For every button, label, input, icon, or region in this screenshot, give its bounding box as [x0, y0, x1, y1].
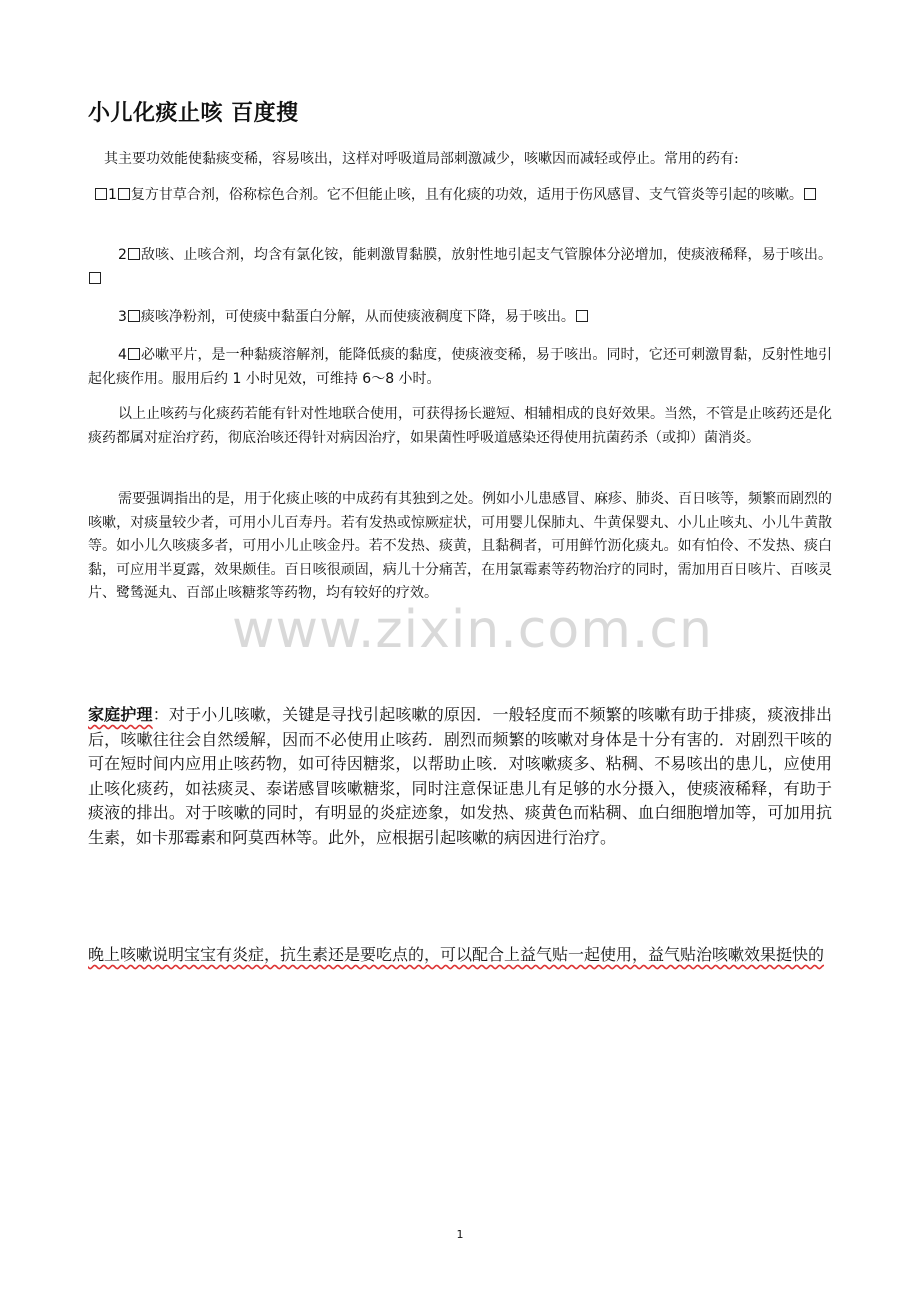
combine-paragraph: [88, 403, 832, 450]
intro-section: [88, 148, 832, 207]
paragraph-text: 需要强调指出的是，用于化痰止咳的中成药有其独到之处。例如小儿患感冒、麻疹、肺炎、百日咳等，频繁而剧烈的咳嗽，对痰量较少者，可用小儿百寿丹。若有发热或惊厥症状，可用婴儿保肺丸、牛黄保婴丸、小儿止咳丸、小儿牛黄散等。如小儿久咳痰多者，可用小儿止咳金丹。若不发热、痰黄，且黏稠者，可用鲜竹沥化痰丸。如有怕伶、不发热、痰白黏，可应用半夏露，效果颇佳。百日咳很顽固，病儿十分痛苦，在用氯霉素等药物治疗的同时，需加用百日咳片、百咳灵片、鹭鸶涎丸、百部止咳糖浆等药物，均有较好的疗效。: [88, 491, 832, 601]
checkbox-glyph-icon: [95, 188, 107, 200]
care-heading: 家庭护理: [88, 705, 153, 724]
item-number-inline: 6～8: [362, 370, 395, 387]
checkbox-glyph-icon: [89, 272, 101, 284]
item-number: 1: [108, 186, 117, 203]
item-number: 3: [118, 309, 127, 325]
item-text: 小时。: [394, 370, 441, 387]
watermark: www.zixin.com.cn: [232, 600, 713, 660]
checkbox-glyph-icon: [118, 188, 130, 200]
checkbox-glyph-icon: [128, 348, 140, 360]
document-title: 小儿化痰止咳 百度搜: [88, 101, 299, 126]
paragraph-text: 以上止咳药与化痰药若能有针对性地联合使用，可获得扬长避短、相辅相成的良好效果。当然，不管是止咳药还是化痰药都属对症治疗药，彻底治咳还得针对病因治疗，如果菌性呼吸道感染还得使用抗菌药杀（或抑）菌消炎。: [88, 406, 832, 446]
list-item-4: [88, 344, 832, 391]
item-text: 必嗽平片，是一种黏痰溶解剂，能降低痰的黏度，使痰液变稀，易于咳出。同时，它还可刺激胃黏，反射性地引起化痰作用。服用后约: [88, 347, 832, 387]
emphasis-paragraph: [88, 488, 832, 606]
item-text: 敌咳、止咳合剂，均含有氯化铵，能刺激胃黏膜，放射性地引起支气管腺体分泌增加，使痰液稀释，易于咳出。: [140, 247, 832, 263]
item-number-inline: 1: [232, 370, 242, 387]
care-text: 对于小儿咳嗽，关键是寻找引起咳嗽的原因．一般轻度而不频繁的咳嗽有助于排痰，痰液排出后，咳嗽往往会自然缓解，因而不必使用止咳药．剧烈而频繁的咳嗽对身体是十分有害的．对剧烈干咳的可在短时间内应用止咳药物，如可待因糖浆，以帮助止咳．对咳嗽痰多、粘稠、不易咳出的患儿，应使用止咳化痰药，如祛痰灵、泰诺感冒咳嗽糖浆，同时注意保证患儿有足够的水分摄入，使痰液稀释，有助于痰液的排出。对于咳嗽的同时，有明显的炎症迹象，如发热、痰黄色而粘稠、血白细胞增加等，可加用抗生素，如卡那霉素和阿莫西林等。此外，应根据引起咳嗽的病因进行治疗。: [88, 705, 832, 847]
item-text: 复方甘草合剂，俗称棕色合剂。它不但能止咳，且有化痰的功效，适用于伤风感冒、支气管炎等引起的咳嗽。: [130, 186, 803, 203]
checkbox-glyph-icon: [128, 310, 140, 322]
item-text: 痰咳净粉剂，可使痰中黏蛋白分解，从而使痰液稠度下降，易于咳出。: [140, 309, 575, 325]
family-care-section: [88, 703, 832, 851]
list-item-2: [88, 244, 832, 291]
checkbox-glyph-icon: [128, 248, 140, 260]
list-item-3: [88, 306, 832, 330]
care-colon: ：: [152, 705, 169, 724]
checkbox-glyph-icon: [804, 188, 816, 200]
note-text: 晚上咳嗽说明宝宝有炎症，抗生素还是要吃点的，可以配合上益气贴一起使用，益气贴治咳嗽效果挺快的: [88, 945, 825, 964]
item-number: 2: [118, 247, 127, 263]
list-item-1: [88, 184, 832, 208]
intro-paragraph: 其主要功效能使黏痰变稀，容易咳出，这样对呼吸道局部刺激减少，咳嗽因而减轻或停止。常用的药有:: [104, 151, 739, 167]
item-number: 4: [118, 347, 127, 363]
item-text: 小时见效，可维持: [241, 370, 363, 387]
night-cough-note: [88, 943, 832, 968]
checkbox-glyph-icon: [576, 310, 588, 322]
page-number: 1: [456, 1228, 464, 1241]
